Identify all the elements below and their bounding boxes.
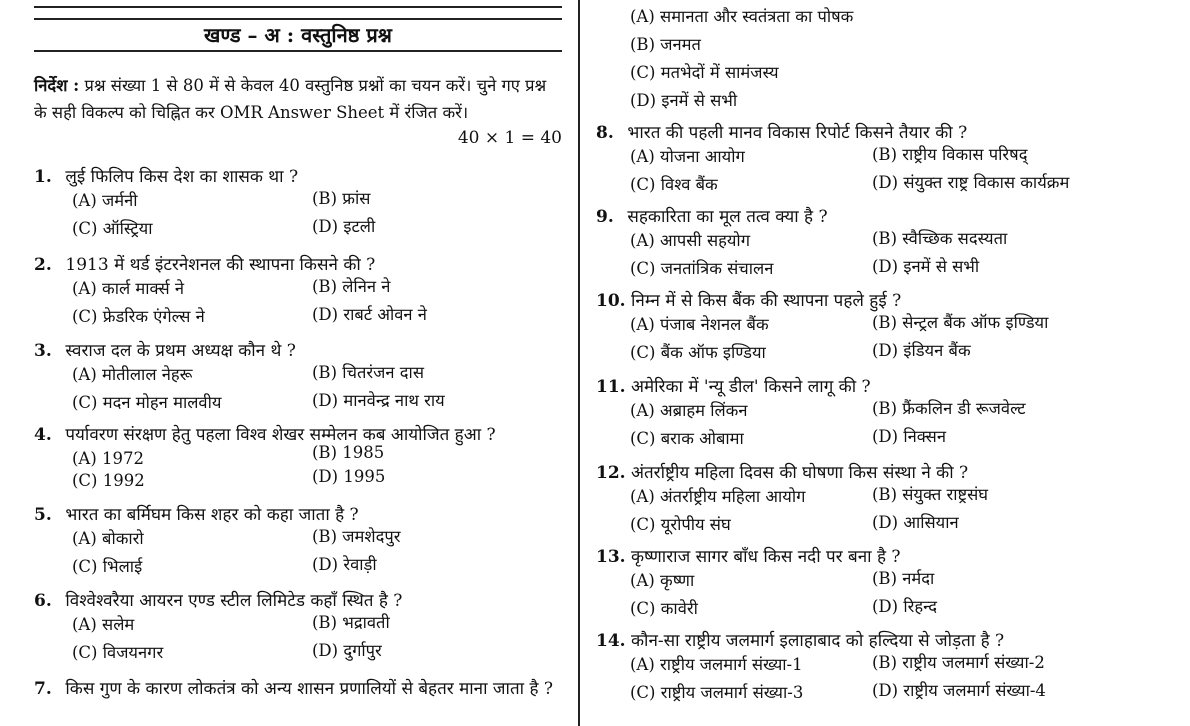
option-c[interactable]: (C) बराक ओबामा: [630, 429, 744, 448]
question-text: अमेरिका में 'न्यू डील' किसने लागू की ?: [630, 377, 871, 397]
column-divider: [578, 0, 580, 726]
question-3: [34, 340, 562, 418]
question-text: कृष्णाराज सागर बाँध किस नदी पर बना है ?: [630, 547, 901, 567]
question-text: अंतर्राष्ट्रीय महिला दिवस की घोषणा किस संस्था ने की ?: [630, 463, 969, 483]
option-d[interactable]: (D) इटली: [312, 217, 376, 236]
instructions-label: निर्देश :: [34, 76, 80, 95]
question-number: 7.: [34, 679, 52, 699]
option-b[interactable]: (B) लेनिन ने: [312, 277, 391, 296]
question-number: 1.: [34, 167, 52, 187]
option-b[interactable]: (B) जमशेदपुर: [312, 527, 401, 546]
question-number: 8.: [596, 123, 614, 143]
question-5: [34, 504, 562, 582]
right-column: [596, 0, 1156, 726]
option-c[interactable]: (C) राष्ट्रीय जलमार्ग संख्या-3: [630, 683, 804, 702]
section-heading: खण्ड – अ : वस्तुनिष्ठ प्रश्न: [34, 18, 562, 52]
instructions: [34, 72, 562, 152]
option-a[interactable]: (A) पंजाब नेशनल बैंक: [630, 315, 769, 334]
question-10: [596, 290, 1156, 368]
option-a[interactable]: (A) कार्ल मार्क्स ने: [72, 279, 185, 298]
option-a[interactable]: (A) जर्मनी: [72, 191, 138, 210]
option-a[interactable]: (A) राष्ट्रीय जलमार्ग संख्या-1: [630, 655, 803, 674]
option-b[interactable]: (B) फ्रांस: [312, 189, 371, 208]
question-number: 11.: [596, 377, 626, 397]
question-text: विश्वेश्वरैया आयरन एण्ड स्टील लिमिटेड कहाँ स्थित है ?: [65, 591, 403, 611]
option-b[interactable]: (B) भद्रावती: [312, 613, 390, 632]
q7-option-a[interactable]: (A) समानता और स्वतंत्रता का पोषक: [630, 7, 854, 26]
question-text: स्वराज दल के प्रथम अध्यक्ष कौन थे ?: [65, 341, 296, 361]
option-d[interactable]: (D) निक्सन: [872, 427, 946, 446]
option-a[interactable]: (A) अब्राहम लिंकन: [630, 401, 748, 420]
q7-option-b[interactable]: (B) जनमत: [630, 35, 701, 54]
option-b[interactable]: (B) स्वैच्छिक सदस्यता: [872, 229, 1008, 248]
option-d[interactable]: (D) दुर्गापुर: [312, 641, 382, 660]
question-9: [596, 206, 1156, 284]
question-text: किस गुण के कारण लोकतंत्र को अन्य शासन प्रणालियों से बेहतर माना जाता है ?: [65, 679, 553, 699]
option-b[interactable]: (B) 1985: [312, 443, 385, 462]
option-b[interactable]: (B) संयुक्त राष्ट्रसंघ: [872, 485, 989, 504]
option-d[interactable]: (D) राबर्ट ओवन ने: [312, 305, 427, 324]
option-a[interactable]: (A) कृष्णा: [630, 571, 695, 590]
question-1: [34, 166, 562, 244]
option-a[interactable]: (A) मोतीलाल नेहरू: [72, 365, 193, 384]
question-2: [34, 254, 562, 332]
option-b[interactable]: (B) चितरंजन दास: [312, 363, 424, 382]
question-12: [596, 462, 1156, 540]
question-number: 5.: [34, 505, 52, 525]
question-14: [596, 630, 1156, 708]
option-d[interactable]: (D) आसियान: [872, 513, 959, 532]
option-a[interactable]: (A) 1972: [72, 449, 145, 468]
option-b[interactable]: (B) नर्मदा: [872, 569, 935, 588]
option-a[interactable]: (A) आपसी सहयोग: [630, 231, 750, 250]
question-text: भारत का बर्मिघम किस शहर को कहा जाता है ?: [65, 505, 359, 525]
question-8: [596, 122, 1156, 200]
option-d[interactable]: (D) इंडियन बैंक: [872, 341, 971, 360]
instructions-text: प्रश्न संख्या 1 से 80 में से केवल 40 वस्तुनिष्ठ प्रश्नों का चयन करें। चुने गए प्रश्न के सही विकल्प को चिह्नित कर OMR Answer Sheet में रंजित करें।: [34, 76, 547, 122]
question-number: 4.: [34, 425, 52, 445]
option-c[interactable]: (C) भिलाई: [72, 557, 143, 576]
option-d[interactable]: (D) रिहन्द: [872, 597, 937, 616]
option-d[interactable]: (D) इनमें से सभी: [872, 257, 980, 276]
question-text: लुई फिलिप किस देश का शासक था ?: [65, 167, 299, 187]
option-c[interactable]: (C) यूरोपीय संघ: [630, 515, 731, 534]
question-number: 9.: [596, 207, 614, 227]
option-d[interactable]: (D) मानवेन्द्र नाथ राय: [312, 391, 445, 410]
option-d[interactable]: (D) संयुक्त राष्ट्र विकास कार्यक्रम: [872, 173, 1070, 192]
q7-option-c[interactable]: (C) मतभेदों में सामंजस्य: [630, 63, 779, 82]
option-c[interactable]: (C) बैंक ऑफ इण्डिया: [630, 343, 766, 362]
option-b[interactable]: (B) राष्ट्रीय विकास परिषद्: [872, 145, 1028, 164]
option-c[interactable]: (C) ऑस्ट्रिया: [72, 219, 153, 238]
question-11: [596, 376, 1156, 454]
option-c[interactable]: (C) विश्व बैंक: [630, 175, 718, 194]
question-text: भारत की पहली मानव विकास रिपोर्ट किसने तैयार की ?: [627, 123, 968, 143]
question-text: सहकारिता का मूल तत्व क्या है ?: [627, 207, 828, 227]
option-b[interactable]: (B) फ्रैंकलिन डी रूजवेल्ट: [872, 399, 1026, 418]
question-number: 14.: [596, 631, 626, 651]
question-text: कौन-सा राष्ट्रीय जलमार्ग इलाहाबाद को हल्दिया से जोड़ता है ?: [630, 631, 1005, 651]
question-number: 12.: [596, 463, 626, 483]
option-b[interactable]: (B) राष्ट्रीय जलमार्ग संख्या-2: [872, 653, 1045, 672]
question-text: निम्न में से किस बैंक की स्थापना पहले हुई ?: [630, 291, 902, 311]
question-13: [596, 546, 1156, 624]
option-d[interactable]: (D) रेवाड़ी: [312, 555, 377, 574]
option-c[interactable]: (C) मदन मोहन मालवीय: [72, 393, 222, 412]
option-c[interactable]: (C) 1992: [72, 471, 145, 490]
option-c[interactable]: (C) फ्रेडरिक एंगेल्स ने: [72, 307, 205, 326]
question-text: पर्यावरण संरक्षण हेतु पहला विश्व शेखर सम्मेलन कब आयोजित हुआ ?: [65, 425, 496, 445]
question-number: 13.: [596, 547, 626, 567]
question-4: [34, 424, 562, 494]
question-number: 3.: [34, 341, 52, 361]
option-a[interactable]: (A) सलेम: [72, 615, 135, 634]
option-c[interactable]: (C) जनतांत्रिक संचालन: [630, 259, 774, 278]
option-a[interactable]: (A) अंतर्राष्ट्रीय महिला आयोग: [630, 487, 806, 506]
marks-scheme: 40 × 1 = 40: [457, 128, 562, 148]
option-b[interactable]: (B) सेन्ट्रल बैंक ऑफ इण्डिया: [872, 313, 1049, 332]
option-d[interactable]: (D) राष्ट्रीय जलमार्ग संख्या-4: [872, 681, 1046, 700]
option-a[interactable]: (A) योजना आयोग: [630, 147, 745, 166]
left-column: [34, 0, 562, 726]
option-c[interactable]: (C) कावेरी: [630, 599, 698, 618]
option-a[interactable]: (A) बोकारो: [72, 529, 144, 548]
question-text: 1913 में थर्ड इंटरनेशनल की स्थापना किसने की ?: [65, 255, 376, 275]
question-number: 10.: [596, 291, 626, 311]
question-7: [34, 676, 562, 702]
question-number: 6.: [34, 591, 52, 611]
question-6: [34, 590, 562, 668]
question-number: 2.: [34, 255, 52, 275]
option-d[interactable]: (D) 1995: [312, 467, 386, 486]
q7-option-d[interactable]: (D) इनमें से सभी: [630, 91, 738, 110]
option-c[interactable]: (C) विजयनगर: [72, 643, 164, 662]
